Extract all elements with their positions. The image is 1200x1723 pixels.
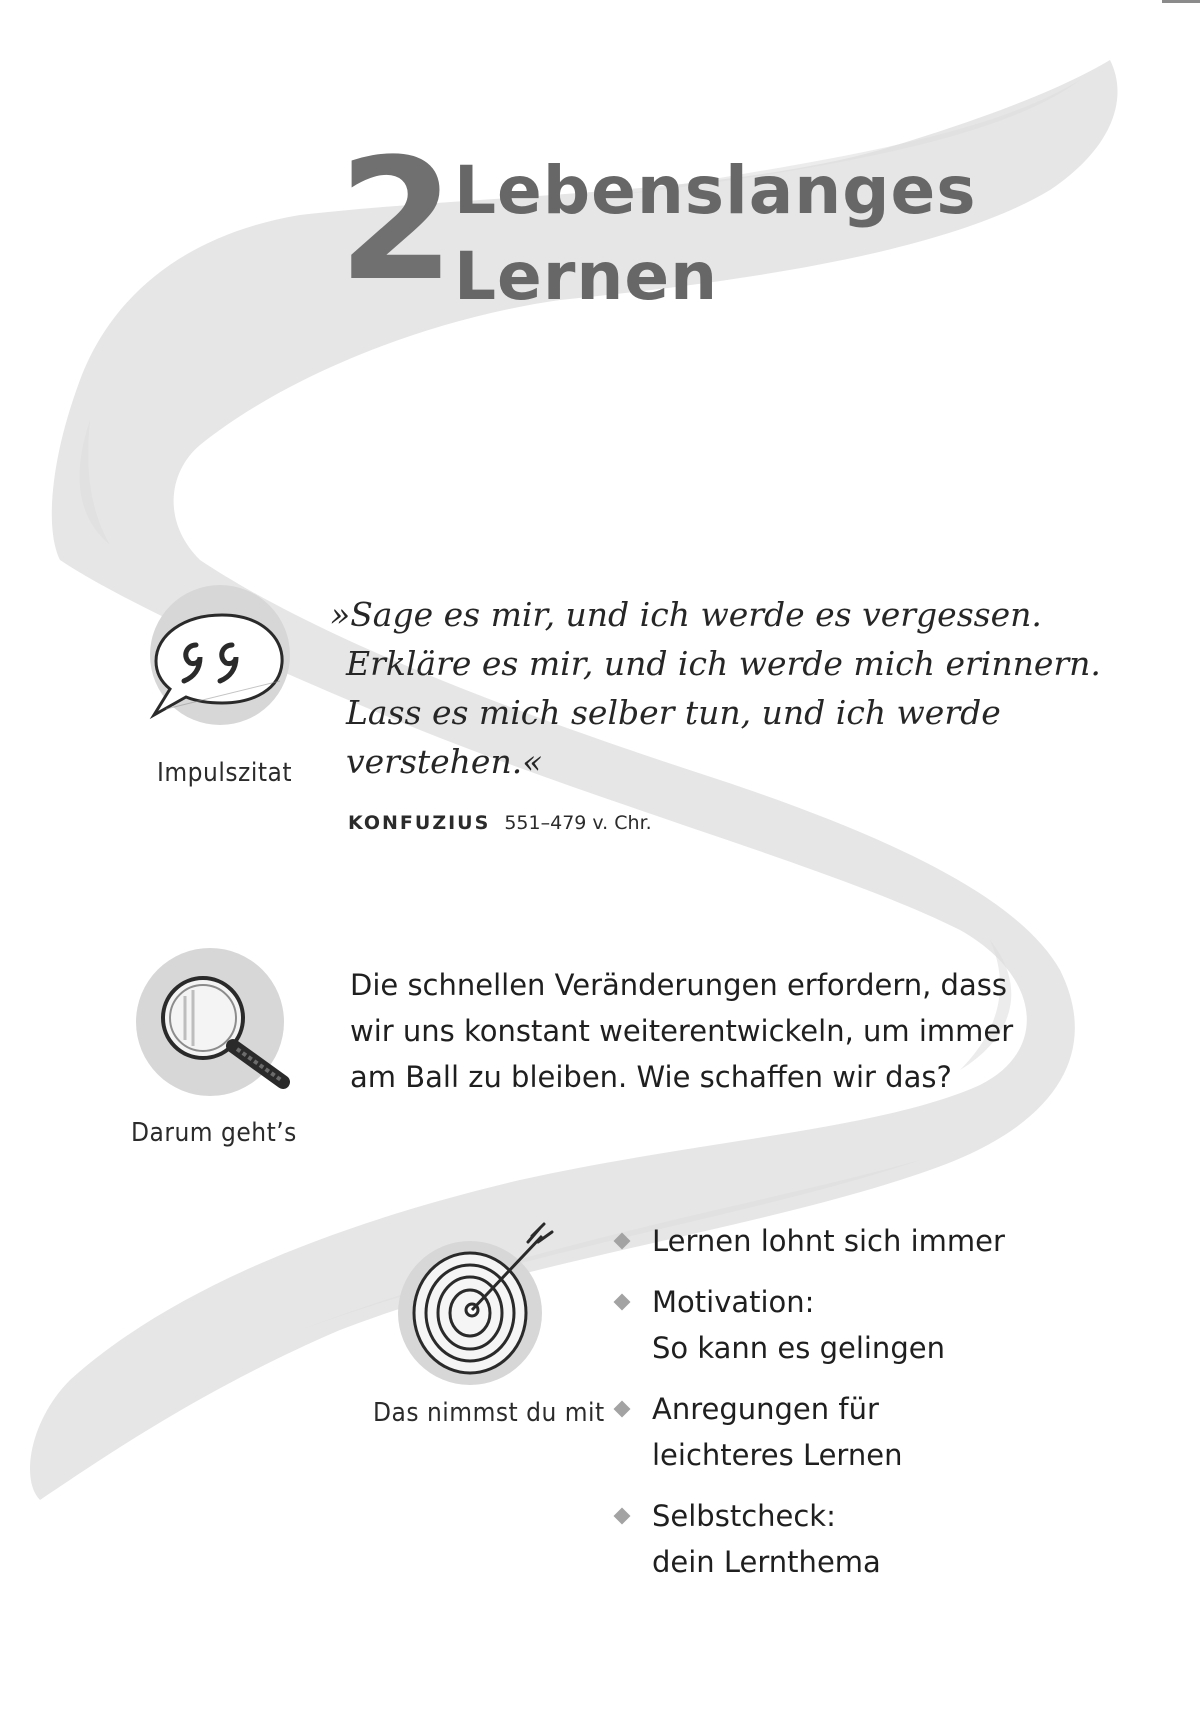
- quote-author-dates: 551–479 v. Chr.: [504, 812, 652, 834]
- list-item-line: leichteres Lernen: [652, 1438, 903, 1472]
- intro-icon-group: [125, 942, 310, 1106]
- chapter-title: [454, 148, 977, 320]
- target-arrow-icon: [392, 1218, 567, 1393]
- chapter-number: 2: [338, 122, 451, 318]
- quote-line-4: verstehen.«: [346, 742, 543, 781]
- list-item-line: Anregungen für: [652, 1392, 879, 1426]
- list-item-line: Selbstcheck:: [652, 1499, 836, 1533]
- intro-paragraph: [350, 962, 1070, 1100]
- takeaways-list: [612, 1218, 1005, 1600]
- list-item-line: Motivation:: [652, 1285, 815, 1319]
- list-item: [612, 1493, 1005, 1585]
- takeaways-section-label: Das nimmst du mit: [373, 1398, 605, 1428]
- intro-section-label: Darum geht’s: [131, 1118, 297, 1148]
- speech-bubble-quote-icon: [138, 585, 298, 735]
- takeaways-icon-group: [392, 1218, 567, 1397]
- bullet-diamond-icon: [614, 1401, 631, 1418]
- quote-line-2: Erkläre es mir, und ich werde mich erinnern.: [346, 644, 1101, 683]
- bullet-diamond-icon: [614, 1294, 631, 1311]
- chapter-title-line-2: Lernen: [454, 238, 719, 315]
- bullet-diamond-icon: [614, 1508, 631, 1525]
- quote-line-1: »Sage es mir, und ich werde es vergessen.: [330, 595, 1042, 634]
- impulse-quote: [330, 590, 1101, 786]
- list-item: [612, 1279, 1005, 1371]
- bullet-diamond-icon: [614, 1233, 631, 1250]
- quote-section-label: Impulszitat: [157, 758, 292, 788]
- quote-author: KONFUZIUS: [348, 812, 491, 834]
- list-item-line: Lernen lohnt sich immer: [652, 1224, 1005, 1258]
- list-item-line: dein Lernthema: [652, 1545, 881, 1579]
- list-item: [612, 1386, 1005, 1478]
- quote-line-3: Lass es mich selber tun, und ich werde: [346, 693, 1001, 732]
- intro-line-2: wir uns konstant weiterentwickeln, um immer: [350, 1014, 1014, 1048]
- list-item: [612, 1218, 1005, 1264]
- magnifier-icon: [125, 942, 310, 1102]
- intro-line-3: am Ball zu bleiben. Wie schaffen wir das?: [350, 1060, 952, 1094]
- intro-line-1: Die schnellen Veränderungen erfordern, dass: [350, 968, 1007, 1002]
- list-item-line: So kann es gelingen: [652, 1331, 945, 1365]
- quote-icon-group: [138, 585, 298, 739]
- chapter-title-line-1: Lebenslanges: [454, 152, 977, 229]
- quote-attribution: [348, 812, 652, 834]
